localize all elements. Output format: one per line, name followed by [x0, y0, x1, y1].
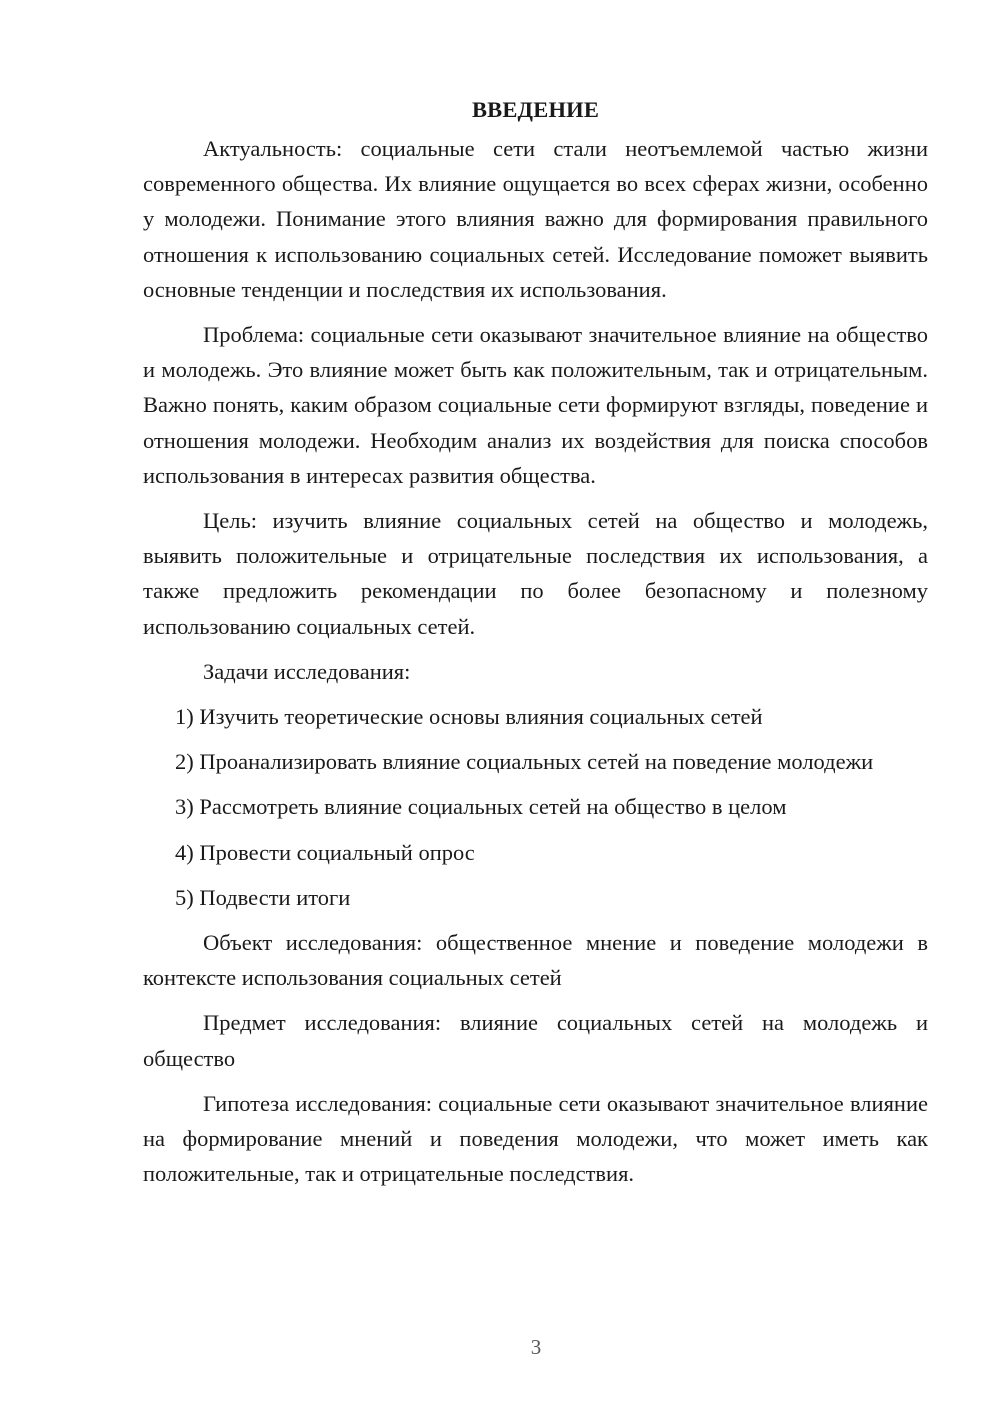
page-number: 3	[530, 1335, 542, 1359]
paragraph-goal: Цель: изучить влияние социальных сетей на общество и молодежь, выявить положительные и отрицательные последствия их использования, а также предложить рекомендации по более безопасному и полезному использованию социальных сетей.	[143, 508, 928, 639]
paragraph-problem: Проблема: социальные сети оказывают значительное влияние на общество и молодежь. Это влияние может быть как положительным, так и отрицательным. Важно понять, каким образом социальные сети формируют взгляды, поведение и отношения молодежи. Необходим анализ их воздействия для поиска способов использования в интересах развития общества.	[143, 322, 928, 488]
page-title: ВВЕДЕНИЕ	[471, 97, 600, 122]
task-item: 5) Подвести итоги	[175, 884, 351, 910]
paragraph-subject: Предмет исследования: влияние социальных сетей на молодежь и общество	[143, 1010, 928, 1071]
task-item: 1) Изучить теоретические основы влияния социальных сетей	[175, 704, 763, 730]
page-content	[143, 92, 928, 1201]
paragraph-hypothesis: Гипотеза исследования: социальные сети оказывают значительное влияние на формирование мнений и поведения молодежи, что может иметь как положительные, так и отрицательные последствия.	[143, 1090, 928, 1187]
tasks-heading: Задачи исследования:	[203, 658, 411, 684]
task-item: 2) Проанализировать влияние социальных сетей на поведение молодежи	[175, 749, 874, 775]
task-item: 4) Провести социальный опрос	[175, 839, 475, 865]
paragraph-relevance: Актуальность: социальные сети стали неотъемлемой частью жизни современного общества. Их влияние ощущается во всех сферах жизни, особенно у молодежи. Понимание этого влияния важно для формирования правильного отношения к использованию социальных сетей. Исследование поможет выявить основные тенденции и последствия их использования.	[143, 136, 928, 302]
task-item: 3) Рассмотреть влияние социальных сетей на общество в целом	[175, 794, 787, 820]
paragraph-object: Объект исследования: общественное мнение и поведение молодежи в контексте использования социальных сетей	[143, 930, 928, 991]
